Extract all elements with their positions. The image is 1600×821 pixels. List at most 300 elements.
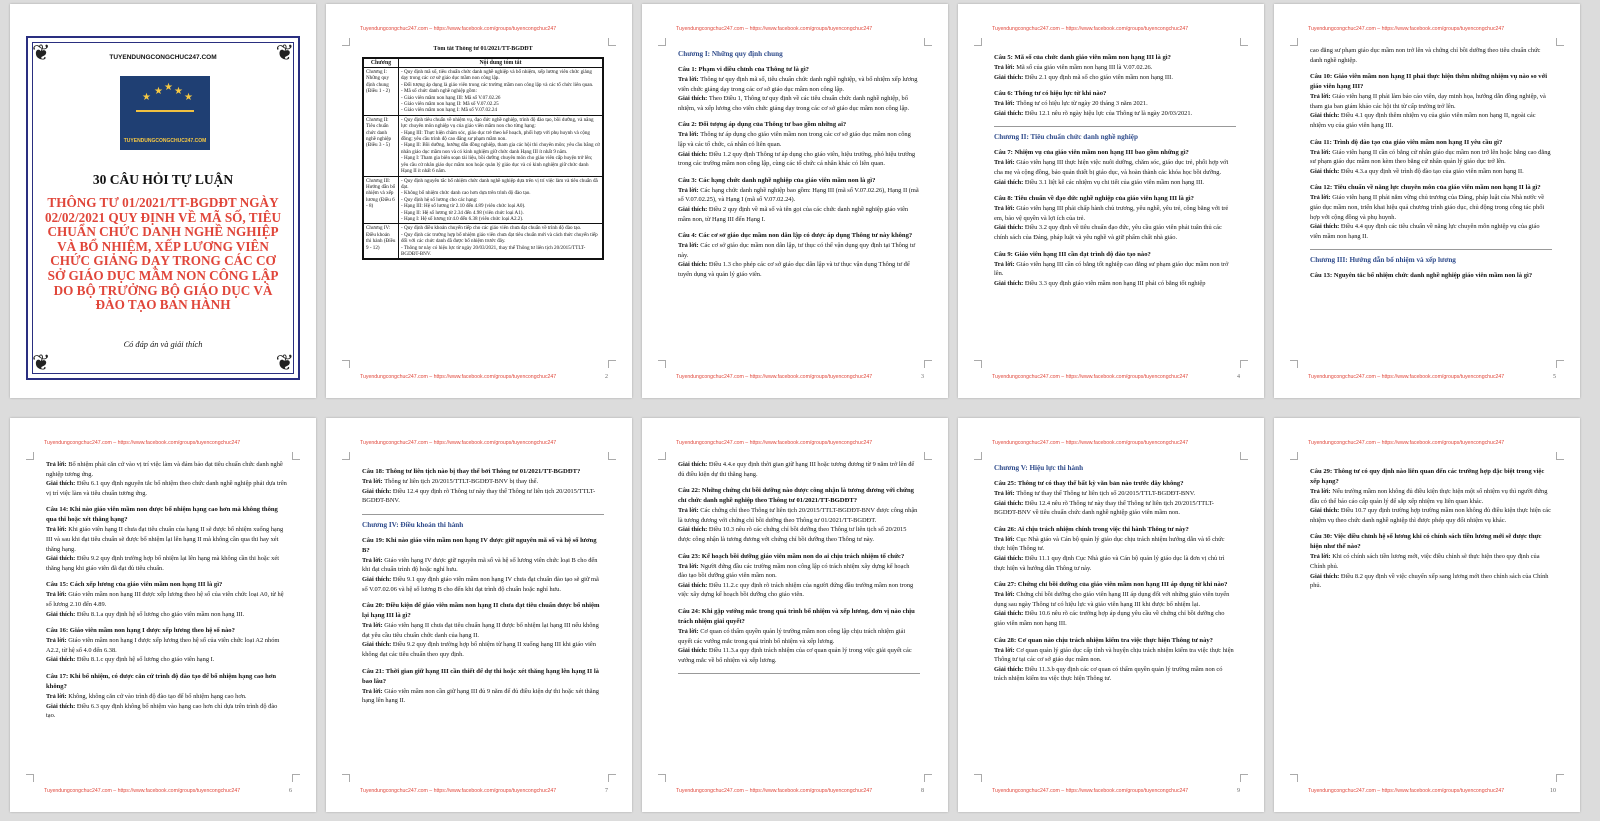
corner-ornament: ❦ xyxy=(32,350,51,375)
answer-label: Trả lời: xyxy=(994,646,1017,654)
answer-label: Trả lời: xyxy=(1310,93,1333,101)
answer-text: Giáo viên hạng II phải làm báo cáo viên, dạy minh họa, hướng dẫn đồng nghiệp, và tham gia ban giám khảo các hội thi từ cấp trường trở lên. xyxy=(1310,93,1546,110)
page-header[interactable]: Tuyendungcongchuc247.com – https://www.facebook.com/groups/tuyencongchuc247 xyxy=(992,440,1189,446)
explain-text: Theo Điều 1, Thông tư quy định về các tiêu chuẩn chức danh nghề nghiệp, bổ nhiệm, và xếp lương cho viên chức giảng dạy trong các cơ sở giáo dục mầm non công lập. xyxy=(678,95,910,112)
answer-label: Trả lời: xyxy=(1310,148,1333,156)
answer xyxy=(678,241,920,260)
explanation xyxy=(1310,506,1552,525)
page-footer[interactable]: Tuyendungcongchuc247.com – https://www.facebook.com/groups/tuyencongchuc247 xyxy=(1308,374,1505,380)
question: Câu 28: Cơ quan nào chịu trách nhiệm kiểm tra việc thực hiện Thông tư này? xyxy=(994,636,1213,644)
summary-cell xyxy=(399,68,604,116)
chapter-cell: Chương I: Những quy định chung (Điều 1 - 2) xyxy=(363,68,399,116)
answer-text: Nếu trường mầm non không đủ điều kiện thực hiện một số nhiệm vụ thì người đứng đầu có thể báo cáo cấp quản lý để sắp xếp nhiệm vụ liên quan khác. xyxy=(1310,488,1548,505)
answer-text: Khi giáo viên hạng II chưa đạt tiêu chuẩn của hạng II sẽ được bổ nhiệm xuống hạng III và sau khi đạt tiêu chuẩn sẽ được bổ nhiệm lại lên hạng II mà không cần qua thi hay xét thăng hạng. xyxy=(46,526,284,553)
page-header[interactable]: Tuyendungcongchuc247.com – https://www.facebook.com/groups/tuyencongchuc247 xyxy=(992,26,1189,32)
crop-mark xyxy=(26,774,34,782)
page-header[interactable]: Tuyendungcongchuc247.com – https://www.facebook.com/groups/tuyencongchuc247 xyxy=(360,440,557,446)
explanation xyxy=(994,554,1236,573)
crop-mark xyxy=(1290,360,1298,368)
crop-mark xyxy=(974,38,982,46)
answer-label: Trả lời: xyxy=(678,76,701,83)
crop-mark xyxy=(292,452,300,460)
answer-label: Trả lời: xyxy=(678,562,701,570)
page-number: 10 xyxy=(1550,788,1556,794)
table-title: Tóm tắt Thông tư 01/2021/TT-BGDĐT xyxy=(433,46,533,52)
explanation xyxy=(994,109,1236,119)
answer xyxy=(678,186,920,205)
answer-label: Trả lời: xyxy=(1310,488,1333,495)
explain-label: Giải thích: xyxy=(678,95,709,103)
document-page[interactable] xyxy=(10,418,316,812)
explain-label: Giải thích: xyxy=(46,656,77,664)
answer-text: Giáo viên hạng II chưa đạt tiêu chuẩn hạng II được bổ nhiệm lại hạng III nếu không đạt yêu cầu tiêu chuẩn chức danh của hạng II. xyxy=(362,622,599,639)
page-footer[interactable]: Tuyendungcongchuc247.com – https://www.facebook.com/groups/tuyencongchuc247 xyxy=(992,788,1189,794)
question: Câu 13: Nguyên tắc bổ nhiệm chức danh nghề nghiệp giáo viên mầm non là gì? xyxy=(1310,272,1533,280)
column-header: Nội dung tóm tắt xyxy=(399,58,604,68)
explain-text: Điều 12.1 nêu rõ ngày hiệu lực của Thông tư là ngày 20/03/2021. xyxy=(1024,109,1193,117)
crop-mark xyxy=(292,774,300,782)
answer-text: Thông tư có hiệu lực từ ngày 20 tháng 3 năm 2021. xyxy=(1016,100,1148,108)
page-number: 3 xyxy=(921,374,924,380)
answer-label: Trả lời: xyxy=(678,242,701,250)
table-row xyxy=(363,224,603,260)
page-header[interactable]: Tuyendungcongchuc247.com – https://www.facebook.com/groups/tuyencongchuc247 xyxy=(676,26,873,32)
explain-text: Điều 10.6 nêu rõ các trường hợp áp dụng yêu cầu về chứng chỉ bồi dưỡng cho giáo viên mầm non hạng III. xyxy=(994,610,1225,627)
cover-site-name: TUYENDUNGCONGCHUC247.COM xyxy=(109,54,217,61)
answer xyxy=(678,506,920,525)
page-header[interactable]: Tuyendungcongchuc247.com – https://www.facebook.com/groups/tuyencongchuc247 xyxy=(1308,440,1505,446)
explanation xyxy=(994,665,1236,684)
page-header[interactable]: Tuyendungcongchuc247.com – https://www.facebook.com/groups/tuyencongchuc247 xyxy=(676,440,873,446)
explanation xyxy=(362,575,604,594)
answer-text: Cục Nhà giáo và Cán bộ quản lý giáo dục chịu trách nhiệm hướng dẫn và tổ chức thực hiện Thông tư. xyxy=(994,535,1225,553)
explain-label: Giải thích: xyxy=(678,261,709,269)
crop-mark xyxy=(1240,360,1248,368)
chapter-heading: Chương I: Những quy định chung xyxy=(678,50,783,58)
page-header[interactable]: Tuyendungcongchuc247.com – https://www.facebook.com/groups/tuyencongchuc247 xyxy=(360,26,557,32)
answer-text: Bổ nhiệm phải căn cứ vào vị trí việc làm và đảm bảo đạt tiêu chuẩn chức danh nghề nghiệp tương ứng. xyxy=(46,461,283,478)
answer xyxy=(362,621,604,640)
star-icon: ★ xyxy=(174,86,183,97)
explanation xyxy=(46,655,288,665)
chapter-heading: Chương V: Hiệu lực thi hành xyxy=(994,464,1084,472)
question: Câu 29: Thông tư có quy định nào liên quan đến các trường hợp đặc biệt trong việc xếp hạng? xyxy=(1310,468,1545,485)
answer-label: Trả lời: xyxy=(46,637,69,645)
answer xyxy=(678,562,920,581)
section-divider xyxy=(994,126,1236,127)
crop-mark xyxy=(974,774,982,782)
explanation xyxy=(994,73,1236,83)
explain-label: Giải thích: xyxy=(1310,223,1341,231)
page-body xyxy=(994,460,1236,780)
explanation xyxy=(994,609,1236,628)
explanation xyxy=(362,640,604,659)
answer-label: Trả lời: xyxy=(994,64,1017,71)
explain-label: Giải thích: xyxy=(1310,507,1341,515)
summary-cell xyxy=(399,176,604,224)
question: Câu 27: Chứng chỉ bồi dưỡng của giáo viên mầm non hạng III áp dụng từ khi nào? xyxy=(994,581,1228,589)
question: Câu 22: Những chứng chỉ bồi dưỡng nào được công nhận là tương đương với chứng chỉ chức danh nghề nghiệp theo Thông tư 01/2021/TT-BGDĐT? xyxy=(678,487,914,505)
document-page[interactable] xyxy=(1274,4,1580,398)
answer-text: Cơ quan quản lý giáo dục cấp tỉnh và huyện chịu trách nhiệm kiểm tra việc thực hiện Thông tư tại các cơ sở giáo dục mầm non. xyxy=(994,646,1234,664)
corner-ornament: ❦ xyxy=(275,40,294,65)
answer-text: Các cơ sở giáo dục mầm non dân lập, tư thục có thể vận dụng quy định tại Thông tư này. xyxy=(678,242,916,259)
crop-mark xyxy=(1290,38,1298,46)
document-page[interactable] xyxy=(958,4,1264,398)
section-divider xyxy=(678,673,920,674)
summary-table xyxy=(362,57,604,260)
summary-line: - Quy định điều khoản chuyển tiếp cho các giáo viên chưa đạt chuẩn về trình độ đào tạo. xyxy=(401,225,582,232)
summary-line: - Giáo viên mầm non hạng III: Mã số V.07.02.26 xyxy=(401,94,501,101)
document-page[interactable] xyxy=(958,418,1264,812)
explain-text: Điều 8.1.c quy định hệ số lương cho giáo viên hạng I. xyxy=(76,656,215,664)
summary-line: - Giáo viên mầm non hạng II: Mã số V.07.02.25 xyxy=(401,101,499,108)
question: Câu 17: Khi bổ nhiệm, có được căn cứ trình độ đào tạo để bổ nhiệm hạng cao hơn không? xyxy=(46,672,277,690)
question: Câu 8: Tiêu chuẩn về đạo đức nghề nghiệp của giáo viên hạng III là gì? xyxy=(994,195,1194,203)
explain-text: Điều 11.3.b quy định các cơ quan có thẩm quyền quản lý trường mầm non có trách nhiệm kiểm tra việc thực hiện Thông tư. xyxy=(994,665,1223,683)
answer xyxy=(678,75,920,94)
explain-label: Giải thích: xyxy=(678,461,709,468)
explain-text: Điều 1.3 cho phép các cơ sở giáo dục dân lập và tư thục vận dụng Thông tư để tuyển dụng và quản lý giáo viên. xyxy=(678,261,910,278)
answer-text: Giáo viên hạng III thực hiện việc nuôi dưỡng, chăm sóc, giáo dục trẻ, phối hợp với cha mẹ và cộng đồng, bảo quản thiết bị giáo dục, và hoàn thành các khóa học bồi dưỡng. xyxy=(994,159,1229,176)
answer-text: Mã số của giáo viên mầm non hạng III là V.07.02.26. xyxy=(1016,64,1153,71)
table-header-row xyxy=(363,58,603,68)
summary-line: - Hạng I: Hệ số lương từ 4.0 đến 6.38 (viên chức loại A2.2). xyxy=(401,215,524,222)
document-page[interactable] xyxy=(642,4,948,398)
question: Câu 21: Thời gian giữ hạng III cần thiết để dự thi hoặc xét thăng hạng lên hạng II là bao lâu? xyxy=(362,667,599,685)
explain-text: Điều 4.4 quy định các tiêu chuẩn về năng lực chuyên môn nghiệp vụ của giáo viên mầm non hạng II. xyxy=(1310,223,1540,240)
explain-text: Điều 12.4 quy định rõ Thông tư này thay thế Thông tư liên tịch 20/2015/TTLT-BGDĐT-BNV. xyxy=(362,487,596,505)
explain-text: Điều 11.2.c quy định rõ trách nhiệm của người đứng đầu trường mầm non trong việc xây dựng kế hoạch bồi dưỡng cho giáo viên. xyxy=(678,581,914,599)
answer xyxy=(362,687,604,706)
explain-label: Giải thích: xyxy=(362,575,393,583)
page-number: 2 xyxy=(605,374,608,380)
answer-text: Khi có chính sách tiền lương mới, việc điều chỉnh sẽ thực hiện theo quy định của Chính phủ. xyxy=(1310,553,1540,570)
cover-subtitle: Có đáp án và giải thích xyxy=(123,340,203,349)
crop-mark xyxy=(342,774,350,782)
explanation xyxy=(678,150,920,169)
document-page[interactable] xyxy=(326,418,632,812)
crop-mark xyxy=(342,452,350,460)
crop-mark xyxy=(1556,360,1564,368)
answer-text: Giáo viên hạng IV được giữ nguyên mã số và hệ số lương viên chức loại B cho đến khi đạt chuẩn trình độ hoặc nghỉ hưu. xyxy=(362,556,598,574)
book-icon xyxy=(136,110,194,128)
answer-label: Trả lời: xyxy=(678,131,701,139)
answer-text: Cơ quan có thẩm quyền quản lý trường mầm non công lập chịu trách nhiệm giải quyết các vướng mắc trong quá trình bổ nhiệm và xếp lương. xyxy=(678,627,906,645)
explanation xyxy=(46,479,288,498)
answer-text: Giáo viên hạng II cần có bằng cử nhân giáo dục mầm non trở lên hoặc bằng cao đẳng sư phạm giáo dục mầm non kèm theo bằng cử nhân quản lý giáo dục trở lên. xyxy=(1310,148,1551,166)
page-header[interactable]: Tuyendungcongchuc247.com – https://www.facebook.com/groups/tuyencongchuc247 xyxy=(1308,26,1505,32)
answer-text: Giáo viên mầm non hạng III được xếp lương theo hệ số của viên chức loại A0, từ hệ số lương 2.10 đến 4.89. xyxy=(46,591,284,608)
question: Câu 19: Khi nào giáo viên mầm non hạng IV được giữ nguyên mã số và hệ số lương B? xyxy=(362,536,597,554)
answer-text: Người đứng đầu các trường mầm non công lập có trách nhiệm xây dựng kế hoạch đào tạo bồi dưỡng giáo viên mầm non. xyxy=(678,562,910,580)
answer xyxy=(1310,487,1552,506)
summary-line: - Quy định tiêu chuẩn về nhiệm vụ, đạo đức nghề nghiệp, trình độ đào tạo, bồi dưỡng, và năng lực chuyên môn nghiệp vụ của giáo viên mầm non cho từng hạng: xyxy=(401,116,594,130)
answer-label: Trả lời: xyxy=(46,526,69,534)
explain-text: Điều 4.3.a quy định về trình độ đào tạo của giáo viên mầm non hạng II. xyxy=(1340,167,1524,175)
crop-mark xyxy=(342,360,350,368)
answer-text: Giáo viên hạng II phải nắm vững chủ trương của Đảng, pháp luật của Nhà nước về giáo dục mầm non, triển khai hiệu quả chương trình giáo dục, chủ động trong công tác phối hợp với cộng đồng và phụ huynh. xyxy=(1310,194,1545,221)
answer xyxy=(994,63,1236,73)
answer xyxy=(994,590,1236,609)
explain-label: Giải thích: xyxy=(46,702,77,710)
chapter-cell: Chương III: Hướng dẫn bổ nhiệm và xếp lương (Điều 6 - 8) xyxy=(363,176,399,224)
crop-mark xyxy=(658,452,666,460)
explain-label: Giải thích: xyxy=(994,109,1025,117)
question: Câu 23: Kế hoạch bồi dưỡng giáo viên mầm non do ai chịu trách nhiệm tổ chức? xyxy=(678,552,905,560)
page-footer[interactable]: Tuyendungcongchuc247.com – https://www.facebook.com/groups/tuyencongchuc247 xyxy=(1308,788,1505,794)
explanation xyxy=(46,702,288,721)
question: Câu 7: Nhiệm vụ của giáo viên mầm non hạng III bao gồm những gì? xyxy=(994,149,1189,157)
summary-line: - Quy định mã số, tiêu chuẩn chức danh nghề nghiệp và bổ nhiệm, xếp lương viên chức giảng dạy trong các cơ sở giáo dục mầm non công lập. xyxy=(401,69,592,82)
explain-text: Điều 6.3 quy định không bổ nhiệm vào hạng cao hơn chỉ dựa trên trình độ đào tạo. xyxy=(46,702,278,720)
crop-mark xyxy=(608,452,616,460)
question: Câu 4: Các cơ sở giáo dục mầm non dân lập có được áp dụng Thông tư này không? xyxy=(678,232,913,240)
explain-label: Giải thích: xyxy=(678,647,709,655)
answer xyxy=(994,535,1236,554)
summary-line: - Hạng II: Bồi dưỡng, hướng dẫn đồng nghiệp, tham gia các hội thi chuyên môn; yêu cầu bằng cử nhân giáo dục mầm non và có kinh nghiệm giữ chức danh Hạng III ít nhất 9 năm. xyxy=(401,142,600,155)
explain-text: Điều 1.2 quy định Thông tư áp dụng cho giáo viên, hiệu trưởng, phó hiệu trưởng trong các trường mầm non công lập, cùng các tổ chức cá nhân khác có liên quan. xyxy=(678,150,916,168)
crop-mark xyxy=(608,38,616,46)
explain-text: Điều 9.2 quy định trường hợp bổ nhiệm từ hạng II xuống hạng III khi giáo viên không đạt các tiêu chuẩn theo quy định. xyxy=(362,641,596,658)
crop-mark xyxy=(974,452,982,460)
page-footer[interactable]: Tuyendungcongchuc247.com – https://www.facebook.com/groups/tuyencongchuc247 xyxy=(360,374,557,380)
summary-cell xyxy=(399,224,604,260)
crop-mark xyxy=(658,38,666,46)
crop-mark xyxy=(342,38,350,46)
answer-label: Trả lời: xyxy=(994,490,1017,497)
explain-text: Điều 10.3 nêu rõ các chứng chỉ bồi dưỡng theo Thông tư liên tịch số 20/2015 được công nhận là tương đương với chứng chỉ bồi dưỡng theo Thông tư này. xyxy=(678,526,907,543)
section-divider xyxy=(1310,249,1552,250)
document-page[interactable] xyxy=(1274,418,1580,812)
page-footer[interactable]: Tuyendungcongchuc247.com – https://www.facebook.com/groups/tuyencongchuc247 xyxy=(992,374,1189,380)
explain-text: Điều 6.1 quy định nguyên tắc bổ nhiệm theo chức danh nghề nghiệp phải dựa trên vị trí việc làm và tiêu chuẩn tương ứng. xyxy=(46,480,287,497)
explain-label: Giải thích: xyxy=(678,205,709,213)
answer-text: Thông tư quy định mã số, tiêu chuẩn chức danh nghề nghiệp, và bổ nhiệm xếp lương viên chức giảng dạy trong các cơ sở giáo dục mầm non công lập. xyxy=(678,76,918,93)
crop-mark xyxy=(658,360,666,368)
column-header: Chương xyxy=(363,58,399,68)
explain-text: Điều 8.2 quy định về việc chuyển xếp sang lương mới theo chính sách của Chính phủ. xyxy=(1310,572,1549,590)
explain-label: Giải thích: xyxy=(678,581,709,589)
cover-border xyxy=(26,36,300,380)
document-page[interactable] xyxy=(326,4,632,398)
corner-ornament: ❦ xyxy=(275,350,294,375)
crop-mark xyxy=(1240,38,1248,46)
answer-text: Thông tư thay thế Thông tư liên tịch số 20/2015/TTLT-BGDĐT-BNV. xyxy=(1016,490,1196,497)
summary-line: - Mã số chức danh nghề nghiệp gồm: xyxy=(401,88,477,95)
explanation xyxy=(678,260,920,279)
star-icon: ★ xyxy=(154,86,163,97)
answer-text: Giáo viên hạng III phải chấp hành chủ trương, yêu nghề, yêu trẻ, công bằng với trẻ em, bảo vệ quyền và lợi ích của trẻ. xyxy=(994,205,1229,222)
explain-text: Điều 9.2 quy định trường hợp bổ nhiệm lại lên hạng mà không cần thi hoặc xét thăng hạng khi giáo viên đã đạt đủ tiêu chuẩn. xyxy=(46,555,279,572)
explain-label: Giải thích: xyxy=(46,480,77,488)
explain-label: Giải thích: xyxy=(994,279,1025,287)
crop-mark xyxy=(1240,452,1248,460)
answer xyxy=(1310,193,1552,222)
answer xyxy=(46,636,288,655)
question: Câu 25: Thông tư có thay thế bất kỳ văn bản nào trước đây không? xyxy=(994,480,1184,487)
answer xyxy=(46,525,288,554)
page-number: 6 xyxy=(289,788,292,794)
answer-text: Giáo viên mầm non cần giữ hạng III đủ 9 năm để đủ điều kiện dự thi hoặc xét thăng hạng lên hạng II. xyxy=(362,687,599,705)
answer xyxy=(362,477,604,487)
explain-text: Điều 11.3.a quy định trách nhiệm của cơ quan quản lý trong việc giải quyết các vướng mắc về bổ nhiệm và xếp lương. xyxy=(678,647,912,664)
star-icon: ★ xyxy=(142,92,151,103)
question: Câu 14: Khi nào giáo viên mầm non được bổ nhiệm hạng cao hơn mà không thông qua thi hoặc xét thăng hạng? xyxy=(46,506,278,524)
answer-label: Trả lời: xyxy=(1310,194,1333,202)
answer-label: Trả lời: xyxy=(46,461,69,468)
explanation xyxy=(1310,222,1552,241)
question: Câu 9: Giáo viên hạng III cần đạt trình độ đào tạo nào? xyxy=(994,250,1151,258)
summary-line: - Hạng III: Thực hiện chăm sóc, giáo dục trẻ theo kế hoạch, phối hợp với phụ huynh và cộng đồng; yêu cầu trình độ cao đẳng sư phạm mầm non. xyxy=(401,129,590,143)
question: Câu 3: Các hạng chức danh nghề nghiệp của giáo viên mầm non là gì? xyxy=(678,176,876,184)
explanation xyxy=(678,205,920,224)
question: Câu 2: Đối tượng áp dụng của Thông tư bao gồm những ai? xyxy=(678,121,847,129)
explain-label: Giải thích: xyxy=(994,610,1025,618)
answer-text: Thông tư liên tịch 20/2015/TTLT-BGDĐT-BNV bị thay thế. xyxy=(384,478,539,485)
question: Câu 6: Thông tư có hiệu lực từ khi nào? xyxy=(994,90,1107,98)
explanation xyxy=(678,646,920,665)
explain-label: Giải thích: xyxy=(994,178,1025,186)
explain-label: Giải thích: xyxy=(678,150,709,158)
answer-label: Trả lời: xyxy=(994,260,1017,268)
explanation xyxy=(994,499,1236,518)
answer-text: Không, không căn cứ vào trình độ đào tạo để bổ nhiệm hạng cao hơn. xyxy=(68,692,247,700)
explanation xyxy=(46,554,288,573)
explain-label: Giải thích: xyxy=(994,554,1025,562)
answer xyxy=(46,460,288,479)
answer xyxy=(1310,552,1552,571)
summary-line: - Quy định hệ số lương cho các hạng: xyxy=(401,196,478,203)
answer-label: Trả lời: xyxy=(994,205,1017,213)
star-icon: ★ xyxy=(164,82,173,93)
answer-label: Trả lời: xyxy=(994,535,1017,543)
explain-label: Giải thích: xyxy=(994,499,1025,507)
explain-text: Điều 8.1.a quy định hệ số lương cho giáo viên mầm non hạng III. xyxy=(76,610,245,618)
crop-mark xyxy=(924,452,932,460)
explanation xyxy=(1310,572,1552,591)
crop-mark xyxy=(658,774,666,782)
summary-line: - Hạng II: Hệ số lương từ 2.34 đến 4.98 (viên chức loại A1). xyxy=(401,209,524,216)
crop-mark xyxy=(924,774,932,782)
explanation xyxy=(678,94,920,113)
chapter-cell: Chương II: Tiêu chuẩn chức danh nghề nghiệp (Điều 3 - 5) xyxy=(363,115,399,176)
page-header[interactable]: Tuyendungcongchuc247.com – https://www.facebook.com/groups/tuyencongchuc247 xyxy=(44,440,241,446)
explain-label: Giải thích: xyxy=(994,665,1025,673)
explanation xyxy=(678,525,920,544)
answer-label: Trả lời: xyxy=(1310,553,1333,561)
page-footer[interactable]: Tuyendungcongchuc247.com – https://www.facebook.com/groups/tuyencongchuc247 xyxy=(676,788,873,794)
crop-mark xyxy=(608,774,616,782)
answer-label: Trả lời: xyxy=(362,556,385,564)
explain-label: Giải thích: xyxy=(46,610,77,618)
crop-mark xyxy=(1556,38,1564,46)
page-footer[interactable]: Tuyendungcongchuc247.com – https://www.facebook.com/groups/tuyencongchuc247 xyxy=(676,374,873,380)
question: Câu 30: Việc điều chỉnh hệ số lương khi có chính sách tiền lương mới sẽ được thực hiện như thế nào? xyxy=(1310,533,1542,551)
page-number: 5 xyxy=(1553,374,1556,380)
answer-label: Trả lời: xyxy=(678,507,701,515)
answer-text: Thông tư áp dụng cho giáo viên mầm non trong các cơ sở giáo dục mầm non công lập và các tổ chức, cá nhân có liên quan. xyxy=(678,131,911,148)
page-footer[interactable]: Tuyendungcongchuc247.com – https://www.facebook.com/groups/tuyencongchuc247 xyxy=(360,788,557,794)
crop-mark xyxy=(1290,774,1298,782)
explanation xyxy=(46,610,288,620)
explanation xyxy=(362,487,604,506)
explain-text: Điều 4.1 quy định thêm nhiệm vụ của giáo viên mầm non hạng II, ngoài các nhiệm vụ của giáo viên hạng III. xyxy=(1310,112,1536,129)
cover-title: 30 CÂU HỎI TỰ LUẬN xyxy=(92,172,234,187)
answer xyxy=(994,646,1236,665)
crop-mark xyxy=(26,452,34,460)
summary-line: - Hạng III: Hệ số lương từ 2.10 đến 4.89 (viên chức loại A0). xyxy=(401,203,526,210)
table-row xyxy=(363,176,603,224)
answer-label: Trả lời: xyxy=(362,687,385,695)
crop-mark xyxy=(1556,452,1564,460)
document-page[interactable] xyxy=(642,418,948,812)
page-number: 9 xyxy=(1237,788,1240,794)
page-number: 7 xyxy=(605,788,608,794)
explain-label: Giải thích: xyxy=(994,224,1025,232)
answer xyxy=(1310,92,1552,111)
chapter-heading: Chương II: Tiêu chuẩn chức danh nghề nghiệp xyxy=(994,133,1138,142)
question: Câu 16: Giáo viên mầm non hạng I được xếp lương theo hệ số nào? xyxy=(46,627,235,635)
answer xyxy=(362,556,604,575)
explain-text: Điều 12.4 nêu rõ Thông tư này thay thế Thông tư liên tịch 20/2015/TTLT-BGDĐT-BNV về tiêu chuẩn chức danh nghề nghiệp giáo viên mầm non. xyxy=(994,499,1214,517)
logo-text: TUYENDUNGCONGCHUC247.COM xyxy=(123,138,207,144)
answer xyxy=(678,130,920,149)
page-body xyxy=(1310,460,1552,780)
answer xyxy=(994,260,1236,279)
document-page[interactable] xyxy=(10,4,316,398)
paragraph: cao đẳng sư phạm giáo dục mầm non trở lên và chứng chỉ bồi dưỡng theo tiêu chuẩn chức danh nghề nghiệp. xyxy=(1310,47,1541,64)
explain-text: Điều 2 quy định về mã số và tên gọi của các chức danh nghề nghiệp giáo viên mầm non, từ Hạng III đến Hạng I. xyxy=(678,205,909,223)
answer-label: Trả lời: xyxy=(994,591,1017,599)
page-number: 4 xyxy=(1237,374,1240,380)
explain-text: Điều 3.1 liệt kê các nhiệm vụ chi tiết của giáo viên mầm non hạng III. xyxy=(1024,178,1204,186)
answer-label: Trả lời: xyxy=(362,622,385,630)
explain-text: Điều 4.4.e quy định thời gian giữ hạng III hoặc tương đương từ 9 năm trở lên để đủ điều kiện dự thi thăng hạng. xyxy=(678,461,915,478)
question: Câu 18: Thông tư liên tịch nào bị thay thế bởi Thông tư 01/2021/TT-BGDĐT? xyxy=(362,468,581,475)
chapter-cell: Chương IV: Điều khoản thi hành (Điều 9 - 12) xyxy=(363,224,399,260)
explanation xyxy=(678,581,920,600)
answer-label: Trả lời: xyxy=(46,692,69,700)
corner-ornament: ❦ xyxy=(32,40,51,65)
answer-label: Trả lời: xyxy=(362,478,385,485)
crop-mark xyxy=(1240,774,1248,782)
explain-text: Điều 3.2 quy định về tiêu chuẩn đạo đức, yêu cầu giáo viên phải tuân thủ các chính sách của Đảng, pháp luật và yêu nghề và giữ phẩm chất nhà giáo. xyxy=(994,224,1222,241)
summary-line: - Quy định nguyên tắc bổ nhiệm chức danh nghề nghiệp dựa trên vị trí việc làm và tiêu chuẩn đã đạt. xyxy=(401,177,598,190)
answer-label: Trả lời: xyxy=(994,100,1017,108)
answer-text: Các hạng chức danh nghề nghiệp bao gồm: Hạng III (mã số V.07.02.26), Hạng II (mã số V.07.02.25), và Hạng I (mã số V.07.02.24). xyxy=(678,186,919,204)
answer-text: Giáo viên hạng III cần có bằng tốt nghiệp cao đẳng sư phạm giáo dục mầm non trở lên. xyxy=(994,260,1229,278)
page-footer[interactable]: Tuyendungcongchuc247.com – https://www.facebook.com/groups/tuyencongchuc247 xyxy=(44,788,241,794)
page-number: 8 xyxy=(921,788,924,794)
cover-red-title: THÔNG TƯ 01/2021/TT-BGDĐT NGÀY 02/02/2021 QUY ĐỊNH VỀ MÃ SỐ, TIÊU CHUẨN CHỨC DANH NGHỀ NGHIỆP VÀ BỔ NHIỆM, XẾP LƯƠNG VIÊN CHỨC GIẢNG DẠY TRONG CÁC CƠ SỞ GIÁO DỤC MẦM NON CÔNG LẬP DO BỘ TRƯỞNG BỘ GIÁO DỤC VÀ ĐÀO TẠO BAN HÀNH xyxy=(44,195,282,313)
explain-label: Giải thích: xyxy=(1310,167,1341,175)
explain-label: Giải thích: xyxy=(1310,112,1341,120)
page-body xyxy=(678,46,920,366)
summary-line: - Giáo viên mầm non hạng I: Mã số V.07.02.24 xyxy=(401,107,498,114)
explain-label: Giải thích: xyxy=(362,487,393,495)
explain-text: Điều 2.1 quy định mã số cho giáo viên mầm non hạng III. xyxy=(1024,73,1173,81)
crop-mark xyxy=(1556,774,1564,782)
explanation xyxy=(994,178,1236,188)
star-icon: ★ xyxy=(184,92,193,103)
page-body xyxy=(994,46,1236,366)
table-row xyxy=(363,68,603,116)
explain-text: Điều 11.1 quy định Cục Nhà giáo và Cán bộ quản lý giáo dục là đơn vị chủ trì thực hiện và hướng dẫn Thông tư này. xyxy=(994,554,1225,572)
answer xyxy=(46,590,288,609)
chapter-heading: Chương III: Hướng dẫn bổ nhiệm và xếp lương xyxy=(1310,256,1456,265)
answer-text: Chứng chỉ bồi dưỡng cho giáo viên hạng III áp dụng đối với những giáo viên tuyển dụng sau ngày Thông tư có hiệu lực và giáo viên hạng III khi được bổ nhiệm lại. xyxy=(994,591,1230,608)
